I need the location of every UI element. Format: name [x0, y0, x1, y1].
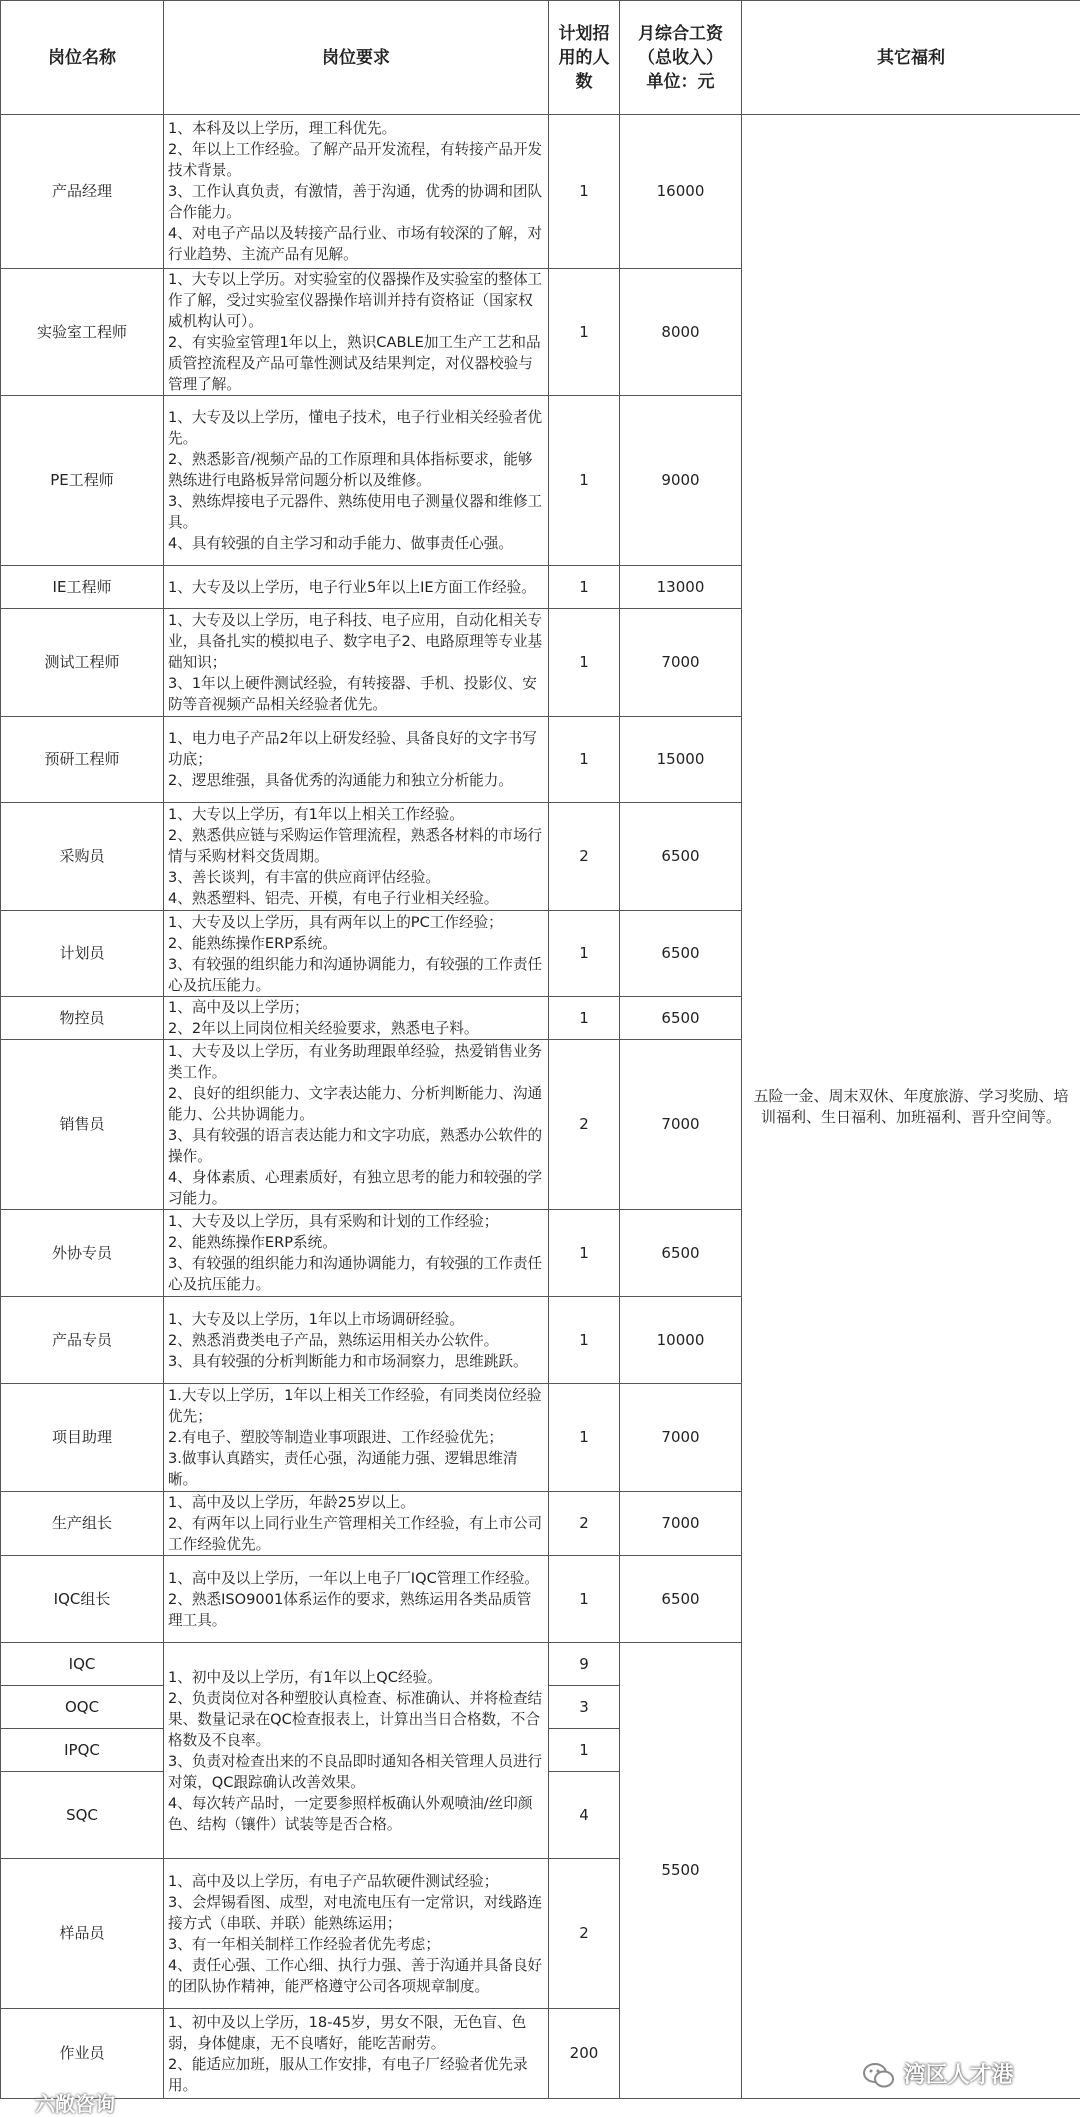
- header-benefits: 其它福利: [742, 1, 1080, 115]
- watermark-right-text: 湾区人才港: [904, 2063, 1014, 2088]
- position-name: 生产组长: [1, 1492, 164, 1556]
- headcount: 1: [549, 1297, 620, 1384]
- position-name: 产品专员: [1, 1297, 164, 1384]
- requirements-text: 1、大专以上学历。对实验室的仪器操作及实验室的整体工作了解，受过实验室仪器操作培训并持有资格证（国家权威机构认可）。 2、有实验室管理1年以上，熟识CABLE加工生产工艺和品质管控流程及产品可靠性测试及结果判定，对仪器校验与管理了解。: [168, 269, 544, 395]
- salary: 8000: [620, 269, 742, 396]
- headcount: 2: [549, 1040, 620, 1210]
- requirements-text: 1、本科及以上学历，理工科优先。 2、年以上工作经验。了解产品开发流程，有转接产品开发技术背景。 3、工作认真负责，有激情，善于沟通，优秀的协调和团队合作能力。 4、对电子产品以及转接产品行业、市场有较深的了解，对行业趋势、主流产品有见解。: [168, 118, 544, 265]
- requirements-text: 1、高中及以上学历； 2、2年以上同岗位相关经验要求，熟悉电子料。: [168, 997, 544, 1039]
- position-name: 样品员: [1, 1859, 164, 2009]
- header-row: [1, 1, 1080, 115]
- watermark-left-text: 六敞咨询: [35, 2092, 115, 2116]
- position-name: 计划员: [1, 911, 164, 997]
- requirements-cell: [164, 1297, 549, 1384]
- requirements-cell: [164, 115, 549, 269]
- requirements-text: 1、大专及以上学历，1年以上市场调研经验。 2、熟悉消费类电子产品，熟练运用相关办公软件。 3、具有较强的分析判断能力和市场洞察力，思维跳跃。: [168, 1309, 544, 1372]
- requirements-cell: [164, 911, 549, 997]
- headcount: 1: [549, 997, 620, 1040]
- headcount: 2: [549, 803, 620, 911]
- salary: 7000: [620, 609, 742, 717]
- requirements-text: 1、大专及以上学历，具有采购和计划的工作经验； 2、能熟练操作ERP系统。 3、有较强的组织能力和沟通协调能力，有较强的工作责任心及抗压能力。: [168, 1211, 544, 1295]
- requirements-cell: [164, 997, 549, 1040]
- requirements-cell: [164, 1492, 549, 1556]
- header-requirements: 岗位要求: [164, 1, 549, 115]
- salary: 7000: [620, 1492, 742, 1556]
- headcount: 1: [549, 396, 620, 566]
- requirements-cell: [164, 717, 549, 803]
- requirements-cell: [164, 2009, 549, 2099]
- salary: 15000: [620, 717, 742, 803]
- position-name: 物控员: [1, 997, 164, 1040]
- requirements-cell: [164, 609, 549, 717]
- requirements-cell: [164, 566, 549, 609]
- headcount: 1: [549, 717, 620, 803]
- requirements-cell: [164, 1384, 549, 1492]
- headcount: 1: [549, 1210, 620, 1297]
- headcount: 1: [549, 566, 620, 609]
- position-name: 采购员: [1, 803, 164, 911]
- position-name: 外协专员: [1, 1210, 164, 1297]
- salary: 16000: [620, 115, 742, 269]
- benefits-cell: [742, 115, 1080, 2099]
- headcount: 1: [549, 115, 620, 269]
- header-count: 计划招用的人数: [549, 1, 620, 115]
- salary: 6500: [620, 1556, 742, 1643]
- requirements-cell: [164, 1210, 549, 1297]
- position-name: 项目助理: [1, 1384, 164, 1492]
- position-name: 预研工程师: [1, 717, 164, 803]
- headcount: 4: [549, 1772, 620, 1859]
- requirements-text: 1、电力电子产品2年以上研发经验、具备良好的文字书写功底； 2、逻思维强，具备优秀的沟通能力和独立分析能力。: [168, 728, 544, 791]
- salary: 13000: [620, 566, 742, 609]
- salary: 6500: [620, 803, 742, 911]
- position-name: 销售员: [1, 1040, 164, 1210]
- requirements-cell: [164, 1040, 549, 1210]
- salary: 7000: [620, 1384, 742, 1492]
- headcount: 200: [549, 2009, 620, 2099]
- salary: 7000: [620, 1040, 742, 1210]
- requirements-text: 1、大专以上学历，有1年以上相关工作经验。 2、熟悉供应链与采购运作管理流程，熟悉各材料的市场行情与采购材料交货周期。 3、善长谈判，有丰富的供应商评估经验。 4、熟悉塑料、铝壳、开模，有电子行业相关经验。: [168, 804, 544, 909]
- requirements-text: 1、高中及以上学历，一年以上电子厂IQC管理工作经验。 2、熟悉ISO9001体系运作的要求，熟练运用各类品质管理工具。: [168, 1568, 544, 1631]
- requirements-text: 1、大专及以上学历，具有两年以上的PC工作经验； 2、能熟练操作ERP系统。 3、有较强的组织能力和沟通协调能力，有较强的工作责任心及抗压能力。: [168, 912, 544, 996]
- benefits-text: 五险一金、周末双休、年度旅游、学习奖励、培训福利、生日福利、加班福利、晋升空间等。: [748, 1086, 1074, 1127]
- watermark-right: [862, 2058, 1014, 2090]
- salary: 6500: [620, 911, 742, 997]
- headcount: 1: [549, 1384, 620, 1492]
- salary: 5500: [620, 1643, 742, 2099]
- requirements-cell: [164, 1556, 549, 1643]
- requirements-text: 1、高中及以上学历，年龄25岁以上。 2、有两年以上同行业生产管理相关工作经验，有上市公司工作经验优先。: [168, 1492, 544, 1555]
- watermark-logo-icon: [6, 2097, 28, 2115]
- requirements-text: 1、高中及以上学历，有电子产品软硬件测试经验； 3、会焊锡看图、成型，对电流电压有一定常识，对线路连接方式（串联、并联）能熟练运用； 3、有一年相关制样工作经验者优先考虑； 4、责任心强、工作心细、执行力强、善于沟通并具备良好的团队协作精神，能严格遵守公司各项规章制度。: [168, 1871, 544, 1997]
- header-name: 岗位名称: [1, 1, 164, 115]
- headcount: 1: [549, 911, 620, 997]
- position-name: 实验室工程师: [1, 269, 164, 396]
- position-name: 测试工程师: [1, 609, 164, 717]
- requirements-cell: [164, 1643, 549, 1859]
- headcount: 9: [549, 1643, 620, 1686]
- salary: 6500: [620, 1210, 742, 1297]
- headcount: 2: [549, 1859, 620, 2009]
- position-name: IE工程师: [1, 566, 164, 609]
- position-name: OQC: [1, 1686, 164, 1729]
- requirements-cell: [164, 396, 549, 566]
- wechat-icon: [862, 2062, 896, 2090]
- salary: 10000: [620, 1297, 742, 1384]
- headcount: 1: [549, 269, 620, 396]
- header-pay: 月综合工资 （总收入） 单位：元: [620, 1, 742, 115]
- requirements-text: 1、初中及以上学历，18-45岁，男女不限，无色盲、色弱，身体健康，无不良嗜好，能吃苦耐劳。 2、能适应加班，服从工作安排，有电子厂经验者优先录用。: [168, 2012, 544, 2096]
- salary: 9000: [620, 396, 742, 566]
- table-row: [1, 115, 1080, 269]
- position-name: IPQC: [1, 1729, 164, 1772]
- position-name: 作业员: [1, 2009, 164, 2099]
- position-name: IQC: [1, 1643, 164, 1686]
- headcount: 1: [549, 1556, 620, 1643]
- headcount: 1: [549, 609, 620, 717]
- headcount: 2: [549, 1492, 620, 1556]
- requirements-cell: [164, 1859, 549, 2009]
- requirements-cell: [164, 803, 549, 911]
- position-name: 产品经理: [1, 115, 164, 269]
- headcount: 3: [549, 1686, 620, 1729]
- requirements-text: 1、大专及以上学历，懂电子技术，电子行业相关经验者优先。 2、熟悉影音/视频产品的工作原理和具体指标要求，能够熟练进行电路板异常问题分析以及维修。 3、熟练焊接电子元器件、熟练使用电子测量仪器和维修工具。 4、具有较强的自主学习和动手能力、做事责任心强。: [168, 407, 544, 554]
- position-name: SQC: [1, 1772, 164, 1859]
- salary: 6500: [620, 997, 742, 1040]
- requirements-text: 1、大专及以上学历，电子行业5年以上IE方面工作经验。: [168, 577, 544, 598]
- requirements-text: 1、初中及以上学历，有1年以上QC经验。 2、负责岗位对各种塑胶认真检查、标准确认、并将检查结果、数量记录在QC检查报表上，计算出当日合格数，不合格数及不良率。 3、负责对检查出来的不良品即时通知各相关管理人员进行对策，QC跟踪确认改善效果。 4、每次转产品时，一定要参照样板确认外观喷油/丝印颜色、结构（镶件）试装等是否合格。: [168, 1667, 544, 1835]
- requirements-text: 1.大专以上学历，1年以上相关工作经验，有同类岗位经验优先； 2.有电子、塑胶等制造业事项跟进、工作经验优先； 3.做事认真踏实，责任心强，沟通能力强、逻辑思维清晰。: [168, 1385, 544, 1490]
- headcount: 1: [549, 1729, 620, 1772]
- requirements-text: 1、大专及以上学历，电子科技、电子应用，自动化相关专业，具备扎实的模拟电子、数字电子2、电路原理等专业基础知识； 3、1年以上硬件测试经验，有转接器、手机、投影仪、安防等音视频产品相关经验者优先。: [168, 610, 544, 715]
- requirements-text: 1、大专及以上学历，有业务助理跟单经验，热爱销售业务类工作。 2、良好的组织能力、文字表达能力、分析判断能力、沟通能力、公共协调能力。 3、具有较强的语言表达能力和文字功底，熟悉办公软件的操作。 4、身体素质、心理素质好，有独立思考的能力和较强的学习能力。: [168, 1041, 544, 1209]
- requirements-cell: [164, 269, 549, 396]
- position-name: IQC组长: [1, 1556, 164, 1643]
- watermark-left: [6, 2088, 115, 2117]
- position-name: PE工程师: [1, 396, 164, 566]
